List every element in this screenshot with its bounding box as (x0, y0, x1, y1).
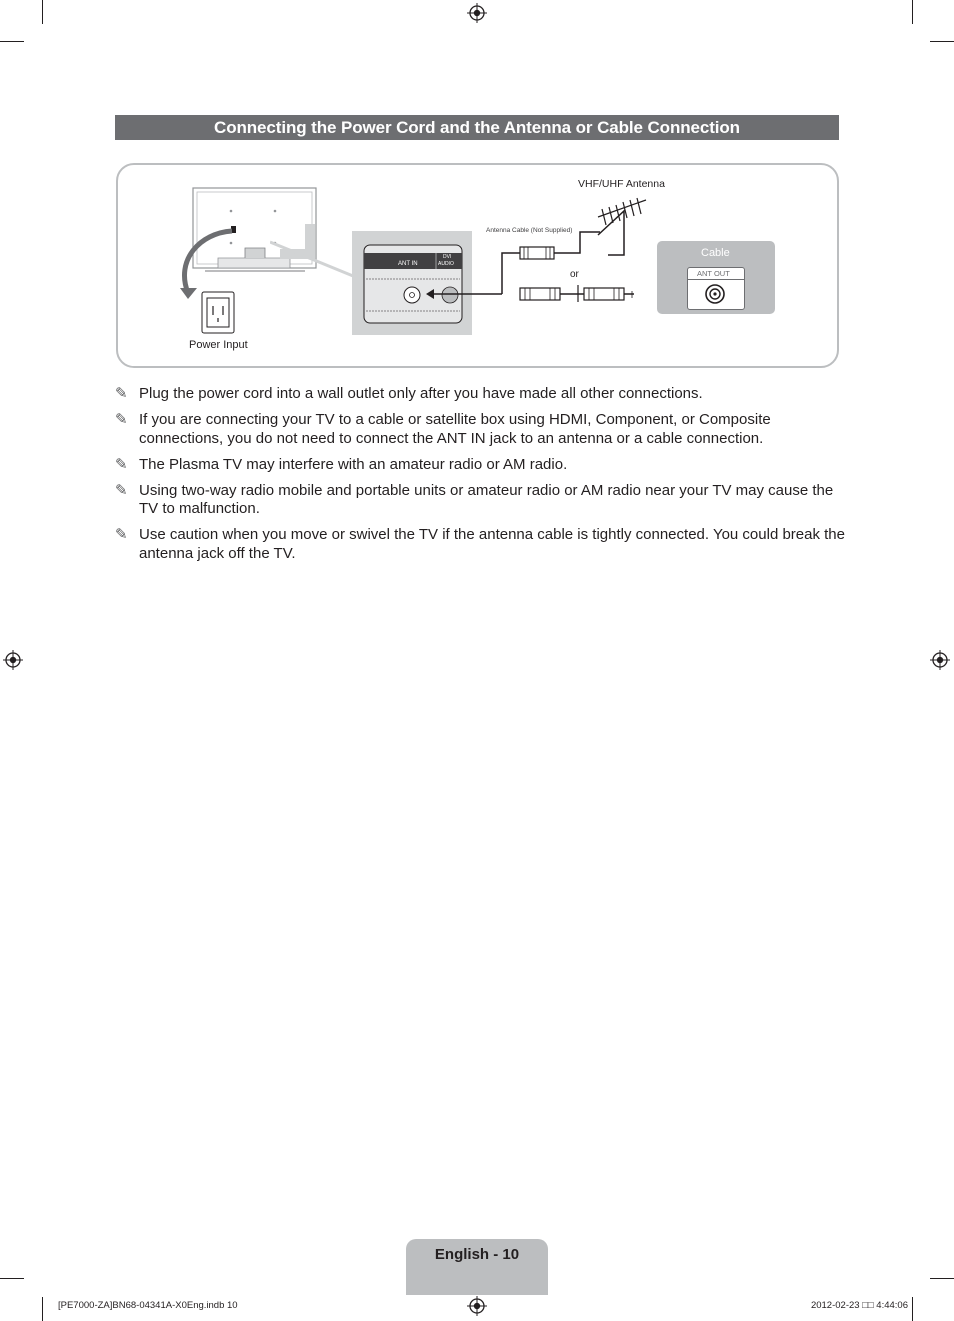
crop-mark (0, 1278, 24, 1279)
ant-out-label: ANT OUT (697, 269, 730, 278)
crop-mark (930, 41, 954, 42)
registration-mark-icon (467, 1296, 487, 1316)
crop-mark (912, 0, 913, 24)
registration-mark-icon (3, 650, 23, 670)
list-item (115, 456, 845, 475)
crop-mark (930, 1278, 954, 1279)
note-pencil-icon: ✎ (115, 481, 128, 499)
vhf-uhf-antenna-label: VHF/UHF Antenna (578, 178, 665, 190)
note-pencil-icon: ✎ (115, 385, 128, 402)
antenna-cable-illustration (420, 195, 660, 320)
list-item (115, 482, 845, 519)
crop-mark (912, 1297, 913, 1321)
ant-in-label: ANT IN (398, 261, 418, 267)
registration-mark-icon (467, 3, 487, 23)
list-item (115, 385, 845, 404)
note-text: Use caution when you move or swivel the TV if the antenna cable is tightly connected. You could break the antenna jack off the TV. (139, 526, 845, 562)
crop-mark (42, 1297, 43, 1321)
note-pencil-icon: ✎ (115, 526, 128, 543)
notes-list (115, 385, 845, 571)
file-info: [PE7000-ZA]BN68-04341A-X0Eng.indb 10 (58, 1300, 238, 1311)
note-text: Using two-way radio mobile and portable units or amateur radio or AM radio near your TV may cause the TV to malfunction. (139, 481, 834, 517)
zoom-connector-line (270, 240, 360, 280)
cable-label: Cable (701, 247, 730, 259)
or-label: or (570, 269, 579, 280)
section-title: Connecting the Power Cord and the Antenna or Cable Connection (115, 115, 839, 140)
power-input-socket-icon (201, 291, 235, 334)
note-text: Plug the power cord into a wall outlet only after you have made all other connections. (139, 385, 703, 402)
page-number: English - 10 (434, 1246, 520, 1263)
note-text: The Plasma TV may interfere with an amateur radio or AM radio. (139, 455, 568, 473)
note-text: If you are connecting your TV to a cable or satellite box using HDMI, Component, or Composite connections, you do not need to connect the ANT IN jack to an antenna or a cable connection. (139, 411, 771, 447)
note-pencil-icon: ✎ (115, 455, 128, 473)
dvi-label: DVI (443, 254, 452, 260)
audio-label: AUDIO (438, 261, 454, 267)
list-item (115, 526, 845, 563)
list-item (115, 411, 845, 448)
note-pencil-icon: ✎ (115, 411, 128, 428)
power-input-label: Power Input (189, 339, 248, 351)
crop-mark (0, 41, 24, 42)
registration-mark-icon (930, 650, 950, 670)
crop-mark (42, 0, 43, 24)
antenna-cable-label: Antenna Cable (Not Supplied) (486, 227, 573, 234)
ant-out-divider (688, 279, 744, 280)
print-timestamp: 2012-02-23 □□ 4:44:06 (810, 1300, 908, 1311)
coax-jack-icon (704, 283, 726, 305)
